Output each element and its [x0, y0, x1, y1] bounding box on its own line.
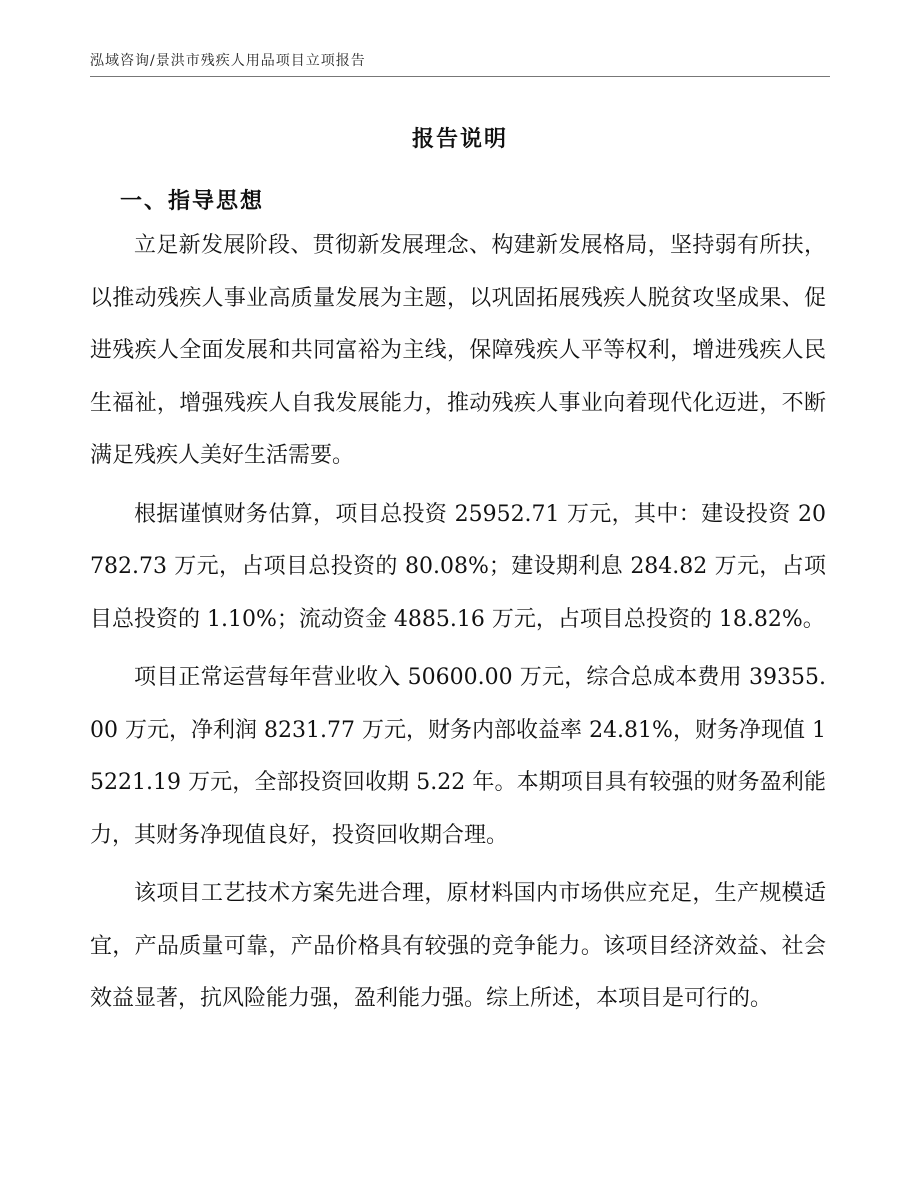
body-text	[90, 220, 826, 1032]
header-divider	[90, 76, 830, 77]
paragraph-conclusion: 该项目工艺技术方案先进合理，原材料国内市场供应充足，生产规模适宜，产品质量可靠，产品价格具有较强的竞争能力。该项目经济效益、社会效益显著，抗风险能力强，盈利能力强。综上所述，本项目是可行的。	[90, 881, 826, 1011]
page-header: 泓域咨询/景洪市残疾人用品项目立项报告	[90, 53, 366, 69]
paragraph-guiding-idea: 立足新发展阶段、贯彻新发展理念、构建新发展格局，坚持弱有所扶，以推动残疾人事业高质量发展为主题，以巩固拓展残疾人脱贫攻坚成果、促进残疾人全面发展和共同富裕为主线，保障残疾人平等权利，增进残疾人民生福祉，增强残疾人自我发展能力，推动残疾人事业向着现代化迈进，不断满足残疾人美好生活需要。	[90, 233, 826, 468]
section-heading: 一、指导思想	[120, 188, 265, 214]
paragraph-revenue: 项目正常运营每年营业收入 50600.00 万元，综合总成本费用 39355.00 万元，净利润 8231.77 万元，财务内部收益率 24.81%，财务净现值 15221.19 万元，全部投资回收期 5.22 年。本期项目具有较强的财务盈利能力，其财务净现值良好，投资回收期合理。	[90, 665, 826, 848]
paragraph-investment: 根据谨慎财务估算，项目总投资 25952.71 万元，其中：建设投资 20782.73 万元，占项目总投资的 80.08%；建设期利息 284.82 万元，占项目总投资的 1.10%；流动资金 4885.16 万元，占项目总投资的 18.82%。	[90, 501, 826, 632]
document-title: 报告说明	[411, 126, 508, 152]
